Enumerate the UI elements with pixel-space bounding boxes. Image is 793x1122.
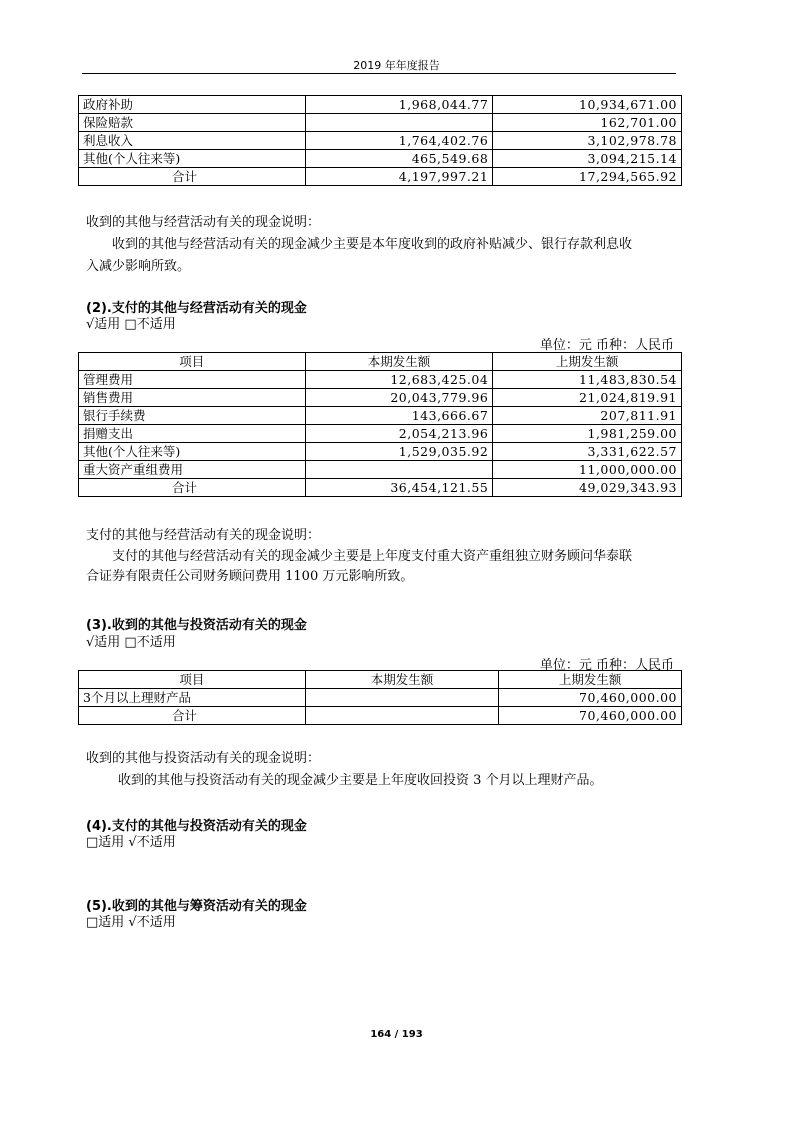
table-other-operating-cash-received (78, 95, 682, 186)
col-header-current: 本期发生额 (305, 671, 499, 689)
table-row (79, 461, 682, 479)
table-row (79, 389, 682, 407)
cell-current: 4,197,997.21 (305, 168, 493, 186)
col-header-item: 项目 (79, 671, 306, 689)
header-rule (82, 73, 676, 74)
cell-previous: 17,294,565.92 (493, 168, 682, 186)
cell-current: 36,454,121.55 (305, 479, 493, 497)
col-header-previous: 上期发生额 (499, 671, 682, 689)
cell-current (305, 114, 493, 132)
section2-heading: (2).支付的其他与经营活动有关的现金 (86, 301, 307, 316)
cell-previous: 3,331,622.57 (493, 443, 682, 461)
cell-previous: 207,811.91 (493, 407, 682, 425)
cell-item: 重大资产重组费用 (79, 461, 306, 479)
cell-previous: 70,460,000.00 (499, 689, 682, 707)
section3-applicable: √适用 □不适用 (86, 635, 176, 650)
cell-total-label: 合计 (79, 479, 306, 497)
cell-total-label: 合计 (79, 168, 306, 186)
cell-previous: 3,102,978.78 (493, 132, 682, 150)
cell-item: 保险赔款 (79, 114, 306, 132)
cell-current: 1,529,035.92 (305, 443, 493, 461)
col-header-item: 项目 (79, 353, 306, 371)
table-row (79, 96, 682, 114)
cell-current: 465,549.68 (305, 150, 493, 168)
cell-previous: 70,460,000.00 (499, 707, 682, 725)
cell-current: 1,764,402.76 (305, 132, 493, 150)
cell-current: 2,054,213.96 (305, 425, 493, 443)
cell-item: 其他(个人往来等) (79, 150, 306, 168)
section2-applicable: √适用 □不适用 (86, 317, 176, 332)
cell-item: 银行手续费 (79, 407, 306, 425)
section5-applicable: □适用 √不适用 (86, 915, 176, 930)
cell-previous: 1,981,259.00 (493, 425, 682, 443)
table-row (79, 150, 682, 168)
section5-heading: (5).收到的其他与筹资活动有关的现金 (86, 899, 307, 914)
table-other-operating-cash-paid (78, 352, 682, 497)
note3-line1: 收到的其他与投资活动有关的现金减少主要是上年度收回投资 3 个月以上理财产品。 (118, 773, 603, 788)
section4-heading: (4).支付的其他与投资活动有关的现金 (86, 819, 307, 834)
cell-item: 政府补助 (79, 96, 306, 114)
cell-item: 利息收入 (79, 132, 306, 150)
table-total-row (79, 707, 682, 725)
table-row (79, 407, 682, 425)
cell-item: 3个月以上理财产品 (79, 689, 306, 707)
cell-previous: 49,029,343.93 (493, 479, 682, 497)
table-row (79, 425, 682, 443)
cell-current: 1,968,044.77 (305, 96, 493, 114)
table-total-row (79, 168, 682, 186)
col-header-previous: 上期发生额 (493, 353, 682, 371)
cell-item: 捐赠支出 (79, 425, 306, 443)
cell-total-label: 合计 (79, 707, 306, 725)
cell-current (305, 461, 493, 479)
cell-current: 12,683,425.04 (305, 371, 493, 389)
cell-previous: 3,094,215.14 (493, 150, 682, 168)
cell-previous: 10,934,671.00 (493, 96, 682, 114)
note2-line1: 支付的其他与经营活动有关的现金减少主要是上年度支付重大资产重组独立财务顾问华泰联 (112, 549, 633, 564)
cell-previous: 11,483,830.54 (493, 371, 682, 389)
note1-title: 收到的其他与经营活动有关的现金说明： (86, 215, 321, 230)
section3-unit: 单位：元 币种：人民币 (539, 658, 674, 673)
note1-line2: 入减少影响所致。 (86, 259, 191, 274)
table-total-row (79, 479, 682, 497)
cell-item: 管理费用 (79, 371, 306, 389)
table-header-row (79, 671, 682, 689)
table-header-row (79, 353, 682, 371)
section4-applicable: □适用 √不适用 (86, 835, 176, 850)
table-row (79, 443, 682, 461)
page-number: 164 / 193 (370, 1029, 423, 1040)
col-header-current: 本期发生额 (305, 353, 493, 371)
cell-previous: 162,701.00 (493, 114, 682, 132)
section2-unit: 单位：元 币种：人民币 (539, 338, 674, 353)
table-row (79, 371, 682, 389)
table-row (79, 114, 682, 132)
section3-heading: (3).收到的其他与投资活动有关的现金 (86, 618, 307, 633)
cell-previous: 21,024,819.91 (493, 389, 682, 407)
cell-current: 20,043,779.96 (305, 389, 493, 407)
page-header: 2019 年年度报告 (353, 59, 440, 72)
cell-item: 销售费用 (79, 389, 306, 407)
note1-line1: 收到的其他与经营活动有关的现金减少主要是本年度收到的政府补贴减少、银行存款利息收 (112, 237, 633, 252)
note2-line2: 合证券有限责任公司财务顾问费用 1100 万元影响所致。 (86, 569, 414, 584)
cell-item: 其他(个人往来等) (79, 443, 306, 461)
cell-current (305, 707, 499, 725)
cell-previous: 11,000,000.00 (493, 461, 682, 479)
cell-current (305, 689, 499, 707)
table-row (79, 132, 682, 150)
note2-title: 支付的其他与经营活动有关的现金说明： (86, 528, 321, 543)
table-row (79, 689, 682, 707)
cell-current: 143,666.67 (305, 407, 493, 425)
note3-title: 收到的其他与投资活动有关的现金说明： (86, 751, 321, 766)
table-other-investing-cash-received (78, 670, 682, 725)
